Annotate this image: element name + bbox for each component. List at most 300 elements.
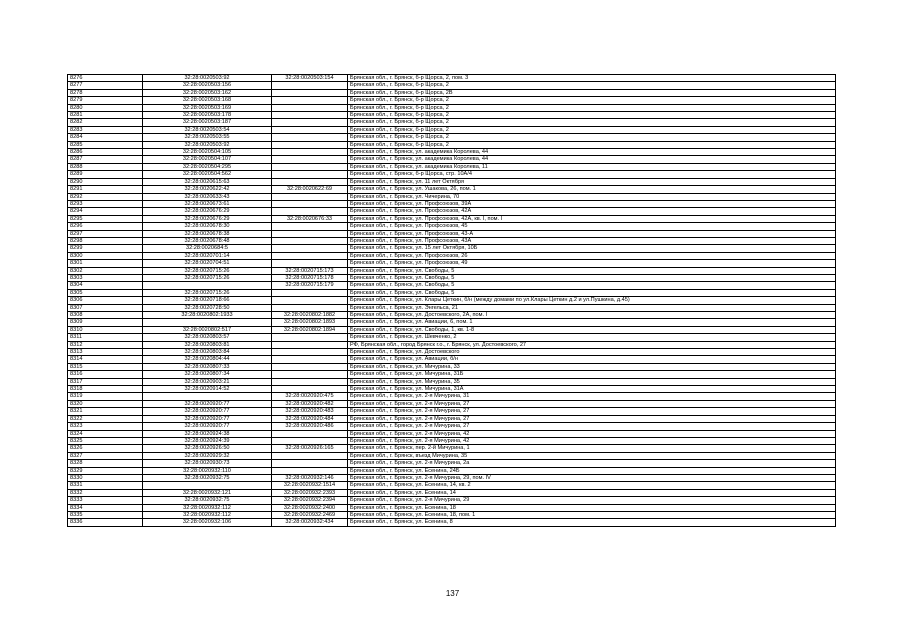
table-row: [68, 356, 836, 363]
object-number-cell: 32:28:0020932:2394: [272, 497, 348, 504]
row-number-cell: 8325: [68, 437, 143, 444]
address-cell: Брянская обл., г. Брянск, ул. Свободы, 5: [348, 289, 836, 296]
address-cell: Брянская обл., г. Брянск, ул. Профсоюзов, 43А: [348, 237, 836, 244]
address-cell: Брянская обл., г. Брянск, ул. Энгельса, 21: [348, 304, 836, 311]
address-cell: Брянская обл., г. Брянск, б-р Щорса, 2: [348, 112, 836, 119]
address-cell: Брянская обл., г. Брянск, ул. Профсоюзов, 42А, кв. I, пом. I: [348, 215, 836, 222]
row-number-cell: 8293: [68, 200, 143, 207]
address-cell: Брянская обл., г. Брянск, б-р Щорса, 2, пом. 3: [348, 75, 836, 82]
cadastral-number-cell: 32:28:0020802:1933: [143, 312, 272, 319]
row-number-cell: 8316: [68, 371, 143, 378]
object-number-cell: [272, 82, 348, 89]
object-number-cell: 32:28:0020676:33: [272, 215, 348, 222]
table-row: [68, 75, 836, 82]
address-cell: Брянская обл., г. Брянск, ул. Профсоюзов, 49: [348, 260, 836, 267]
row-number-cell: 8303: [68, 274, 143, 281]
cadastral-number-cell: 32:28:0020715:26: [143, 289, 272, 296]
object-number-cell: [272, 437, 348, 444]
address-cell: Брянская обл., г. Брянск, ул. академика Королева, 44: [348, 149, 836, 156]
table-row: [68, 467, 836, 474]
table-row: [68, 267, 836, 274]
row-number-cell: 8286: [68, 149, 143, 156]
address-cell: Брянская обл., г. Брянск, ул. Профсоюзов, 43-А: [348, 230, 836, 237]
row-number-cell: 8287: [68, 156, 143, 163]
table-row: [68, 452, 836, 459]
address-cell: Брянская обл., г. Брянск, ул. Чичерина, 70: [348, 193, 836, 200]
row-number-cell: 8311: [68, 334, 143, 341]
table-row: [68, 497, 836, 504]
table-row: [68, 134, 836, 141]
row-number-cell: 8296: [68, 223, 143, 230]
row-number-cell: 8302: [68, 267, 143, 274]
cadastral-number-cell: [143, 482, 272, 489]
cadastral-number-cell: 32:28:0020503:156: [143, 82, 272, 89]
table-row: [68, 82, 836, 89]
address-cell: Брянская обл., г. Брянск, ул. 2-я Мичурина, 29, пом. IV: [348, 474, 836, 481]
row-number-cell: 8329: [68, 467, 143, 474]
table-row: [68, 156, 836, 163]
object-number-cell: 32:28:0020920:486: [272, 423, 348, 430]
row-number-cell: 8323: [68, 423, 143, 430]
object-number-cell: [272, 237, 348, 244]
address-cell: Брянская обл., г. Брянск, въезд Мичурина, 35: [348, 452, 836, 459]
object-number-cell: [272, 304, 348, 311]
row-number-cell: 8285: [68, 141, 143, 148]
cadastral-number-cell: 32:28:0020622:42: [143, 186, 272, 193]
table-row: [68, 363, 836, 370]
address-cell: Брянская обл., г. Брянск, ул. Мичурина, 33: [348, 363, 836, 370]
address-cell: Брянская обл., г. Брянск, б-р Щорса, 2: [348, 82, 836, 89]
address-cell: Брянская обл., г. Брянск, ул. 2-я Мичурина, 27: [348, 408, 836, 415]
table-row: [68, 171, 836, 178]
cadastral-number-cell: 32:28:0020728:50: [143, 304, 272, 311]
address-cell: Брянская обл., г. Брянск, ул. Профсоюзов, 26: [348, 252, 836, 259]
cadastral-number-cell: 32:28:0020503:168: [143, 97, 272, 104]
cadastral-number-cell: 32:28:0020503:162: [143, 89, 272, 96]
row-number-cell: 8279: [68, 97, 143, 104]
object-number-cell: [272, 112, 348, 119]
cadastral-number-cell: 32:28:0020932:75: [143, 497, 272, 504]
page-number: 137: [445, 589, 460, 598]
object-number-cell: 32:28:0020926:165: [272, 445, 348, 452]
address-cell: Брянская обл., г. Брянск, ул. Есенина, 18: [348, 504, 836, 511]
table-row: [68, 423, 836, 430]
object-number-cell: [272, 363, 348, 370]
table-row: [68, 149, 836, 156]
address-cell: Брянская обл., г. Брянск, б-р Щорса, 2В: [348, 89, 836, 96]
address-cell: Брянская обл., г. Брянск, ул. Свободы, 5: [348, 282, 836, 289]
address-cell: Брянская обл., г. Брянск, ул. Свободы, 1, кв. 1-8: [348, 326, 836, 333]
cadastral-number-cell: 32:28:0020715:26: [143, 274, 272, 281]
cadastral-table: [67, 74, 836, 527]
cadastral-number-cell: 32:28:0020701:14: [143, 252, 272, 259]
row-number-cell: 8320: [68, 400, 143, 407]
table-row: [68, 163, 836, 170]
row-number-cell: 8282: [68, 119, 143, 126]
cadastral-number-cell: 32:28:0020807:33: [143, 363, 272, 370]
cadastral-number-cell: 32:28:0020914:52: [143, 386, 272, 393]
table-row: [68, 230, 836, 237]
row-number-cell: 8278: [68, 89, 143, 96]
row-number-cell: 8324: [68, 430, 143, 437]
table-row: [68, 237, 836, 244]
object-number-cell: [272, 97, 348, 104]
row-number-cell: 8308: [68, 312, 143, 319]
cadastral-number-cell: 32:28:0020929:32: [143, 452, 272, 459]
cadastral-number-cell: 32:28:0020932:112: [143, 504, 272, 511]
address-cell: Брянская обл., г. Брянск, ул. Мичурина, 31Б: [348, 371, 836, 378]
row-number-cell: 8334: [68, 504, 143, 511]
object-number-cell: 32:28:0020932:146: [272, 474, 348, 481]
object-number-cell: [272, 460, 348, 467]
address-cell: Брянская обл., г. Брянск, ул. Шевченко, 2: [348, 334, 836, 341]
address-cell: Брянская обл., г. Брянск, ул. Профсоюзов, 45: [348, 223, 836, 230]
row-number-cell: 8328: [68, 460, 143, 467]
address-cell: Брянская обл., г. Брянск, б-р Щорса, 2: [348, 104, 836, 111]
row-number-cell: 8333: [68, 497, 143, 504]
row-number-cell: 8321: [68, 408, 143, 415]
address-cell: Брянская обл., г. Брянск, ул. 2-я Мичурина, 42: [348, 430, 836, 437]
row-number-cell: 8284: [68, 134, 143, 141]
address-cell: Брянская обл., г. Брянск, ул. Мичурина, 31А: [348, 386, 836, 393]
cadastral-number-cell: 32:28:0020503:178: [143, 112, 272, 119]
table-row: [68, 334, 836, 341]
table-row: [68, 437, 836, 444]
table-row: [68, 319, 836, 326]
table-row: [68, 415, 836, 422]
object-number-cell: [272, 341, 348, 348]
object-number-cell: 32:28:0020622:69: [272, 186, 348, 193]
cadastral-number-cell: 32:28:0020678:30: [143, 223, 272, 230]
object-number-cell: 32:28:0020802:1893: [272, 319, 348, 326]
address-cell: Брянская обл., г. Брянск, ул. 2-я Мичурина, 42: [348, 437, 836, 444]
address-cell: Брянская обл., г. Брянск, ул. 15 лет Октября, 10Б: [348, 245, 836, 252]
table-row: [68, 474, 836, 481]
table-row: [68, 408, 836, 415]
table-row: [68, 200, 836, 207]
row-number-cell: 8336: [68, 519, 143, 526]
table-row: [68, 245, 836, 252]
object-number-cell: [272, 141, 348, 148]
row-number-cell: 8280: [68, 104, 143, 111]
address-cell: Брянская обл., г. Брянск, ул. 2-я Мичурина, 27: [348, 415, 836, 422]
object-number-cell: 32:28:0020715:173: [272, 267, 348, 274]
address-cell: Брянская обл., г. Брянск, ул. 2-я Мичурина, 31: [348, 393, 836, 400]
row-number-cell: 8277: [68, 82, 143, 89]
row-number-cell: 8322: [68, 415, 143, 422]
object-number-cell: 32:28:0020920:484: [272, 415, 348, 422]
table-row: [68, 504, 836, 511]
row-number-cell: 8309: [68, 319, 143, 326]
table-row: [68, 215, 836, 222]
table-row: [68, 126, 836, 133]
cadastral-number-cell: 32:28:0020932:112: [143, 511, 272, 518]
cadastral-number-cell: 32:28:0020920:77: [143, 408, 272, 415]
table-row: [68, 97, 836, 104]
table-row: [68, 193, 836, 200]
object-number-cell: 32:28:0020920:483: [272, 408, 348, 415]
cadastral-number-cell: 32:28:0020504:105: [143, 149, 272, 156]
table-row: [68, 304, 836, 311]
object-number-cell: [272, 126, 348, 133]
address-cell: Брянская обл., г. Брянск, ул. 2-я Мичурина, 27: [348, 400, 836, 407]
object-number-cell: [272, 452, 348, 459]
row-number-cell: 8305: [68, 289, 143, 296]
address-cell: Брянская обл., г. Брянск, ул. Клары Цеткин, б/н (между домами по ул.Клары Цеткин д.2 и ул.Пушкина, д.45): [348, 297, 836, 304]
row-number-cell: 8335: [68, 511, 143, 518]
cadastral-number-cell: 32:28:0020504:562: [143, 171, 272, 178]
address-cell: Брянская обл., г. Брянск, ул. 11 лет Октября: [348, 178, 836, 185]
object-number-cell: [272, 245, 348, 252]
object-number-cell: 32:28:0020932:2469: [272, 511, 348, 518]
cadastral-number-cell: 32:28:0020903:21: [143, 378, 272, 385]
object-number-cell: 32:28:0020715:178: [272, 274, 348, 281]
cadastral-number-cell: 32:28:0020924:38: [143, 430, 272, 437]
row-number-cell: 8315: [68, 363, 143, 370]
row-number-cell: 8319: [68, 393, 143, 400]
row-number-cell: 8290: [68, 178, 143, 185]
cadastral-number-cell: 32:28:0020807:34: [143, 371, 272, 378]
table-row: [68, 119, 836, 126]
cadastral-number-cell: 32:28:0020673:61: [143, 200, 272, 207]
cadastral-number-cell: 32:28:0020920:77: [143, 415, 272, 422]
row-number-cell: 8291: [68, 186, 143, 193]
table-row: [68, 519, 836, 526]
object-number-cell: [272, 334, 348, 341]
cadastral-number-cell: 32:28:0020803:57: [143, 334, 272, 341]
cadastral-number-cell: 32:28:0020920:77: [143, 423, 272, 430]
cadastral-number-cell: 32:28:0020932:110: [143, 467, 272, 474]
address-cell: Брянская обл., г. Брянск, б-р Щорса, 2: [348, 119, 836, 126]
cadastral-number-cell: 32:28:0020803:81: [143, 341, 272, 348]
table-row: [68, 112, 836, 119]
row-number-cell: 8314: [68, 356, 143, 363]
address-cell: Брянская обл., г. Брянск, ул. Авиации, 6, пом. 1: [348, 319, 836, 326]
table-row: [68, 460, 836, 467]
row-number-cell: 8276: [68, 75, 143, 82]
address-cell: Брянская обл., г. Брянск, б-р Щорса, стр. 10А/4: [348, 171, 836, 178]
row-number-cell: 8300: [68, 252, 143, 259]
row-number-cell: 8307: [68, 304, 143, 311]
cadastral-number-cell: 32:28:0020504:295: [143, 163, 272, 170]
cadastral-number-cell: 32:28:0020503:54: [143, 126, 272, 133]
address-cell: Брянская обл., г. Брянск, ул. Есенина, 24Б: [348, 467, 836, 474]
table-row: [68, 178, 836, 185]
row-number-cell: 8292: [68, 193, 143, 200]
table-row: [68, 430, 836, 437]
address-cell: Брянская обл., г. Брянск, ул. Ушакова, 26, пом. 1: [348, 186, 836, 193]
cadastral-number-cell: 32:28:0020615:63: [143, 178, 272, 185]
address-cell: Брянская обл., г. Брянск, ул. Свободы, 5: [348, 267, 836, 274]
object-number-cell: 32:28:0020920:482: [272, 400, 348, 407]
object-number-cell: [272, 163, 348, 170]
table-row: [68, 223, 836, 230]
table-row: [68, 186, 836, 193]
row-number-cell: 8313: [68, 349, 143, 356]
object-number-cell: [272, 467, 348, 474]
row-number-cell: 8310: [68, 326, 143, 333]
object-number-cell: [272, 223, 348, 230]
object-number-cell: 32:28:0020802:1894: [272, 326, 348, 333]
table-row: [68, 400, 836, 407]
address-cell: Брянская обл., г. Брянск, б-р Щорса, 2: [348, 126, 836, 133]
cadastral-number-cell: 32:28:0020676:29: [143, 215, 272, 222]
table-row: [68, 297, 836, 304]
address-cell: Брянская обл., г. Брянск, ул. академика Королева, 11: [348, 163, 836, 170]
address-cell: Брянская обл., г. Брянск, ул. 2-я Мичурина, 27: [348, 423, 836, 430]
cadastral-number-cell: 32:28:0020684:5: [143, 245, 272, 252]
address-cell: Брянская обл., г. Брянск, ул. Есенина, 14, кв. 2: [348, 482, 836, 489]
address-cell: Брянская обл., г. Брянск, ул. Авиации, б/н: [348, 356, 836, 363]
address-cell: Брянская обл., г. Брянск, ул. Достоевского, 2А, пом. I: [348, 312, 836, 319]
table-row: [68, 482, 836, 489]
table-row: [68, 274, 836, 281]
object-number-cell: [272, 178, 348, 185]
table-row: [68, 312, 836, 319]
cadastral-number-cell: 32:28:0020678:48: [143, 237, 272, 244]
object-number-cell: [272, 208, 348, 215]
object-number-cell: [272, 193, 348, 200]
address-cell: Брянская обл., г. Брянск, ул. Есенина, 8: [348, 519, 836, 526]
table-row: [68, 208, 836, 215]
table-row: [68, 341, 836, 348]
row-number-cell: 8318: [68, 386, 143, 393]
cadastral-number-cell: 32:28:0020678:38: [143, 230, 272, 237]
address-cell: Брянская обл., г. Брянск, ул. Профсоюзов, 42А: [348, 208, 836, 215]
cadastral-number-cell: [143, 393, 272, 400]
table-body: [68, 75, 836, 527]
table-row: [68, 104, 836, 111]
row-number-cell: 8331: [68, 482, 143, 489]
cadastral-number-cell: 32:28:0020802:517: [143, 326, 272, 333]
table-row: [68, 289, 836, 296]
object-number-cell: 32:28:0020932:1514: [272, 482, 348, 489]
row-number-cell: 8306: [68, 297, 143, 304]
row-number-cell: 8289: [68, 171, 143, 178]
object-number-cell: [272, 89, 348, 96]
table-row: [68, 260, 836, 267]
object-number-cell: [272, 356, 348, 363]
cadastral-number-cell: 32:28:0020715:26: [143, 267, 272, 274]
row-number-cell: 8283: [68, 126, 143, 133]
table-row: [68, 326, 836, 333]
object-number-cell: [272, 371, 348, 378]
address-cell: Брянская обл., г. Брянск, ул. Свободы, 5: [348, 274, 836, 281]
table-row: [68, 282, 836, 289]
row-number-cell: 8301: [68, 260, 143, 267]
address-cell: Брянская обл., г. Брянск, пер. 2-й Мичурина, 1: [348, 445, 836, 452]
table-row: [68, 141, 836, 148]
object-number-cell: [272, 378, 348, 385]
table-row: [68, 252, 836, 259]
row-number-cell: 8332: [68, 489, 143, 496]
cadastral-number-cell: 32:28:0020932:106: [143, 519, 272, 526]
cadastral-number-cell: 32:28:0020930:73: [143, 460, 272, 467]
cadastral-number-cell: [143, 319, 272, 326]
object-number-cell: [272, 386, 348, 393]
object-number-cell: 32:28:0020932:2400: [272, 504, 348, 511]
table-row: [68, 371, 836, 378]
object-number-cell: [272, 289, 348, 296]
cadastral-number-cell: 32:28:0020920:77: [143, 400, 272, 407]
address-cell: Брянская обл., г. Брянск, ул. Профсоюзов, 39А: [348, 200, 836, 207]
object-number-cell: [272, 200, 348, 207]
table-row: [68, 511, 836, 518]
object-number-cell: [272, 297, 348, 304]
row-number-cell: 8294: [68, 208, 143, 215]
object-number-cell: [272, 252, 348, 259]
cadastral-number-cell: 32:28:0020804:44: [143, 356, 272, 363]
row-number-cell: 8281: [68, 112, 143, 119]
cadastral-number-cell: 32:28:0020803:84: [143, 349, 272, 356]
object-number-cell: [272, 156, 348, 163]
object-number-cell: [272, 260, 348, 267]
object-number-cell: [272, 171, 348, 178]
address-cell: Брянская обл., г. Брянск, ул. 2-я Мичурина, 29: [348, 497, 836, 504]
row-number-cell: 8330: [68, 474, 143, 481]
address-cell: Брянская обл., г. Брянск, ул. Достоевского: [348, 349, 836, 356]
cadastral-number-cell: 32:28:0020924:39: [143, 437, 272, 444]
cadastral-number-cell: 32:28:0020932:121: [143, 489, 272, 496]
address-cell: Брянская обл., г. Брянск, б-р Щорса, 2: [348, 97, 836, 104]
object-number-cell: 32:28:0020802:1882: [272, 312, 348, 319]
table-row: [68, 349, 836, 356]
table-row: [68, 445, 836, 452]
cadastral-number-cell: 32:28:0020503:92: [143, 75, 272, 82]
row-number-cell: 8327: [68, 452, 143, 459]
row-number-cell: 8295: [68, 215, 143, 222]
cadastral-number-cell: 32:28:0020932:75: [143, 474, 272, 481]
table-row: [68, 378, 836, 385]
table-row: [68, 89, 836, 96]
row-number-cell: 8299: [68, 245, 143, 252]
cadastral-number-cell: 32:28:0020676:29: [143, 208, 272, 215]
row-number-cell: 8312: [68, 341, 143, 348]
row-number-cell: 8298: [68, 237, 143, 244]
object-number-cell: 32:28:0020715:179: [272, 282, 348, 289]
cadastral-number-cell: 32:28:0020503:55: [143, 134, 272, 141]
table-row: [68, 386, 836, 393]
cadastral-number-cell: 32:28:0020503:187: [143, 119, 272, 126]
cadastral-number-cell: [143, 282, 272, 289]
object-number-cell: [272, 134, 348, 141]
object-number-cell: [272, 104, 348, 111]
object-number-cell: 32:28:0020932:434: [272, 519, 348, 526]
object-number-cell: 32:28:0020503:154: [272, 75, 348, 82]
row-number-cell: 8288: [68, 163, 143, 170]
table-row: [68, 393, 836, 400]
address-cell: Брянская обл., г. Брянск, ул. Есенина, 14: [348, 489, 836, 496]
object-number-cell: 32:28:0020932:2393: [272, 489, 348, 496]
cadastral-number-cell: 32:28:0020633:43: [143, 193, 272, 200]
address-cell: Брянская обл., г. Брянск, ул. 2-я Мичурина, 2а: [348, 460, 836, 467]
row-number-cell: 8297: [68, 230, 143, 237]
object-number-cell: [272, 430, 348, 437]
row-number-cell: 8304: [68, 282, 143, 289]
cadastral-number-cell: 32:28:0020503:92: [143, 141, 272, 148]
cadastral-number-cell: 32:28:0020926:50: [143, 445, 272, 452]
cadastral-number-cell: 32:28:0020704:51: [143, 260, 272, 267]
address-cell: Брянская обл., г. Брянск, б-р Щорса, 2: [348, 141, 836, 148]
address-cell: Брянская обл., г. Брянск, ул. Есенина, 18, пом. 1: [348, 511, 836, 518]
table-row: [68, 489, 836, 496]
object-number-cell: [272, 119, 348, 126]
object-number-cell: [272, 349, 348, 356]
address-cell: Брянская обл., г. Брянск, ул. академика Королева, 44: [348, 156, 836, 163]
object-number-cell: [272, 149, 348, 156]
row-number-cell: 8326: [68, 445, 143, 452]
cadastral-number-cell: 32:28:0020718:66: [143, 297, 272, 304]
